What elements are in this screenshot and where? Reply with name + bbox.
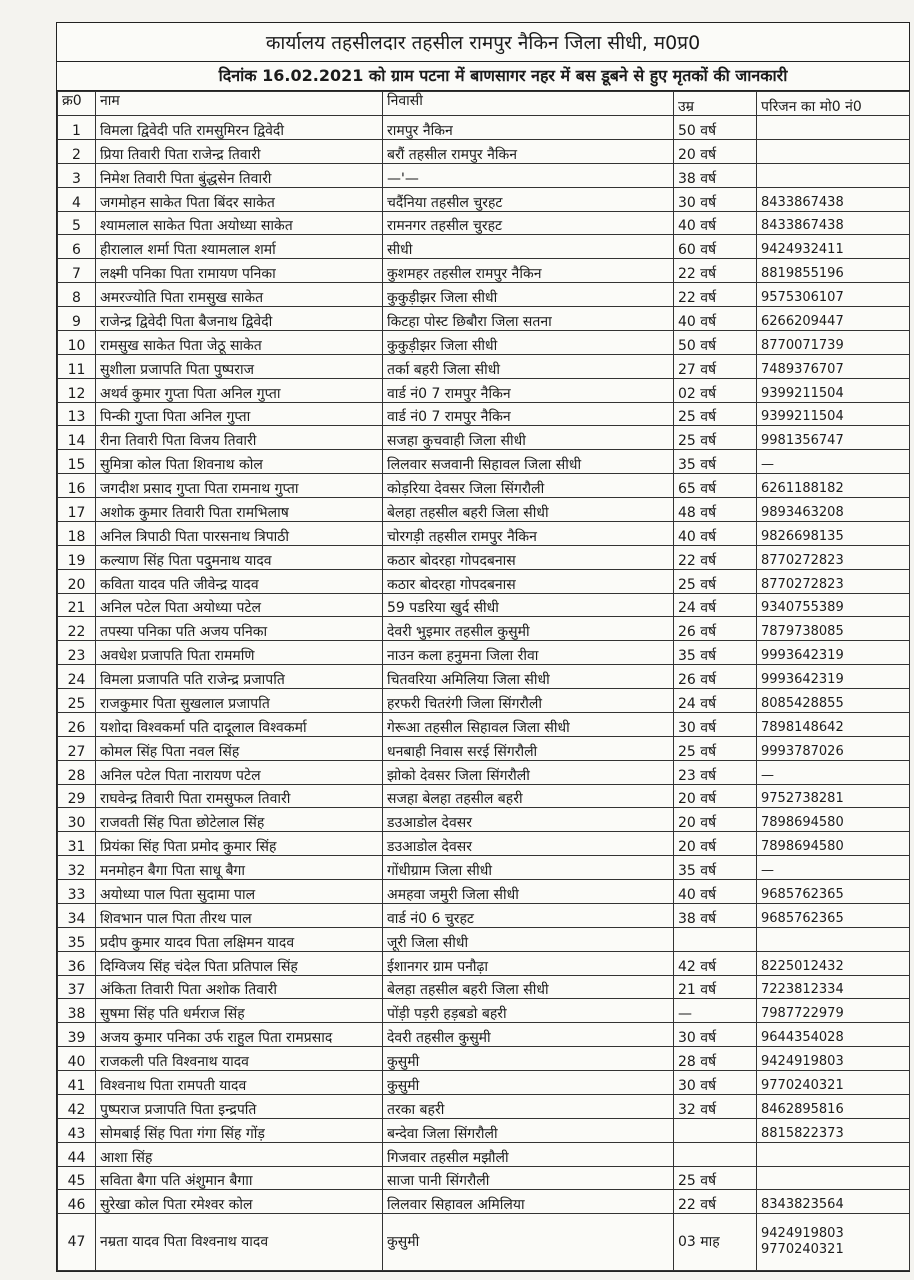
cell-age: 26 वर्ष: [674, 617, 757, 641]
cell-name: नम्रता यादव पिता विश्वनाथ यादव: [96, 1214, 383, 1271]
cell-address: देवरी तहसील कुसुमी: [383, 1023, 674, 1047]
cell-address: कठार बोदरहा गोपदबनास: [383, 545, 674, 569]
cell-name: अयोध्या पाल पिता सुदामा पाल: [96, 880, 383, 904]
cell-mobile: 7987722979: [757, 999, 910, 1023]
cell-age: 38 वर्ष: [674, 903, 757, 927]
cell-age: 22 वर्ष: [674, 545, 757, 569]
cell-age: 20 वर्ष: [674, 808, 757, 832]
cell-address: बन्देवा जिला सिंगरौली: [383, 1118, 674, 1142]
cell-name: श्यामलाल साकेत पिता अयोध्या साकेत: [96, 211, 383, 235]
cell-age: 20 वर्ष: [674, 832, 757, 856]
mobile-number: 9424919803: [761, 1226, 844, 1242]
cell-age: 20 वर्ष: [674, 784, 757, 808]
cell-mobile: 7898694580: [757, 808, 910, 832]
cell-mobile: —: [757, 856, 910, 880]
cell-serial: 25: [58, 689, 96, 713]
cell-name: सुरेखा कोल पिता रमेश्वर कोल: [96, 1190, 383, 1214]
cell-address: रामनगर तहसील चुरहट: [383, 211, 674, 235]
cell-mobile: [757, 927, 910, 951]
cell-address: रामपुर नैकिन: [383, 116, 674, 140]
cell-age: 42 वर्ष: [674, 951, 757, 975]
table-row: [58, 1214, 910, 1271]
cell-mobile: 9685762365: [757, 903, 910, 927]
cell-age: 30 वर्ष: [674, 1071, 757, 1095]
table-row: [58, 402, 910, 426]
cell-name: पिन्की गुप्ता पिता अनिल गुप्ता: [96, 402, 383, 426]
cell-age: 22 वर्ष: [674, 283, 757, 307]
cell-serial: 19: [58, 545, 96, 569]
cell-serial: 26: [58, 712, 96, 736]
cell-serial: 32: [58, 856, 96, 880]
cell-address: कोड़रिया देवसर जिला सिंगरौली: [383, 474, 674, 498]
cell-address: कुकुड़ीझर जिला सीधी: [383, 330, 674, 354]
table-row: [58, 450, 910, 474]
cell-name: अवधेश प्रजापति पिता राममणि: [96, 641, 383, 665]
table-body: [58, 116, 910, 1271]
table-row: [58, 1166, 910, 1190]
cell-mobile: 9993642319: [757, 641, 910, 665]
cell-mobile: 9981356747: [757, 426, 910, 450]
cell-serial: 40: [58, 1047, 96, 1071]
cell-age: 50 वर्ष: [674, 116, 757, 140]
cell-address: चदैंनिया तहसील चुरहट: [383, 187, 674, 211]
cell-address: सजहा कुचवाही जिला सीधी: [383, 426, 674, 450]
table-row: [58, 498, 910, 522]
cell-name: शिवभान पाल पिता तीरथ पाल: [96, 903, 383, 927]
cell-serial: 36: [58, 951, 96, 975]
cell-serial: 38: [58, 999, 96, 1023]
cell-age: 35 वर्ष: [674, 856, 757, 880]
table-row: [58, 927, 910, 951]
cell-name: सुशीला प्रजापति पिता पुष्पराज: [96, 354, 383, 378]
table-row: [58, 163, 910, 187]
cell-name: सुमित्रा कोल पिता शिवनाथ कोल: [96, 450, 383, 474]
cell-age: 22 वर्ष: [674, 1190, 757, 1214]
cell-serial: 41: [58, 1071, 96, 1095]
cell-serial: 9: [58, 307, 96, 331]
table-row: [58, 211, 910, 235]
cell-name: कोमल सिंह पिता नवल सिंह: [96, 736, 383, 760]
cell-mobile: 9399211504: [757, 378, 910, 402]
cell-name: हीरालाल शर्मा पिता श्यामलाल शर्मा: [96, 235, 383, 259]
cell-mobile: 9424932411: [757, 235, 910, 259]
cell-serial: 42: [58, 1094, 96, 1118]
cell-serial: 21: [58, 593, 96, 617]
cell-mobile: 8815822373: [757, 1118, 910, 1142]
cell-serial: 33: [58, 880, 96, 904]
report-subtitle: दिनांक 16.02.2021 को ग्राम पटना में बाणसागर नहर में बस डूबने से हुए मृतकों की जानकारी: [57, 61, 909, 91]
cell-mobile: 7223812334: [757, 975, 910, 999]
cell-mobile: 8819855196: [757, 259, 910, 283]
table-row: [58, 1023, 910, 1047]
cell-address: गिजवार तहसील मझौली: [383, 1142, 674, 1166]
table-row: [58, 1142, 910, 1166]
cell-address: 59 पडरिया खुर्द सीधी: [383, 593, 674, 617]
cell-address: हरफरी चितरंगी जिला सिंगरौली: [383, 689, 674, 713]
table-row: [58, 689, 910, 713]
cell-name: अंकिता तिवारी पिता अशोक तिवारी: [96, 975, 383, 999]
table-row: [58, 1190, 910, 1214]
table-row: [58, 880, 910, 904]
cell-serial: 28: [58, 760, 96, 784]
cell-age: 22 वर्ष: [674, 259, 757, 283]
cell-serial: 15: [58, 450, 96, 474]
cell-serial: 45: [58, 1166, 96, 1190]
cell-serial: 7: [58, 259, 96, 283]
cell-mobile: 9685762365: [757, 880, 910, 904]
cell-mobile: 9575306107: [757, 283, 910, 307]
cell-name: अशोक कुमार तिवारी पिता रामभिलाष: [96, 498, 383, 522]
table-row: [58, 1094, 910, 1118]
cell-age: 23 वर्ष: [674, 760, 757, 784]
cell-age: 20 वर्ष: [674, 139, 757, 163]
cell-age: 03 माह: [674, 1214, 757, 1271]
cell-name: राघवेन्द्र तिवारी पिता रामसुफल तिवारी: [96, 784, 383, 808]
table-row: [58, 593, 910, 617]
cell-age: 35 वर्ष: [674, 641, 757, 665]
mobile-number-2: 9770240321: [761, 1242, 844, 1258]
cell-address: सजहा बेलहा तहसील बहरी: [383, 784, 674, 808]
cell-address: बरौं तहसील रामपुर नैकिन: [383, 139, 674, 163]
cell-address: लिलवार सिहावल अमिलिया: [383, 1190, 674, 1214]
cell-age: 30 वर्ष: [674, 187, 757, 211]
cell-mobile: [757, 163, 910, 187]
cell-age: 32 वर्ष: [674, 1094, 757, 1118]
cell-address: सीधी: [383, 235, 674, 259]
header-address: निवासी: [383, 92, 674, 116]
table-row: [58, 545, 910, 569]
cell-name: अथर्व कुमार गुप्ता पिता अनिल गुप्ता: [96, 378, 383, 402]
cell-mobile: 9752738281: [757, 784, 910, 808]
cell-address: कुकुड़ीझर जिला सीधी: [383, 283, 674, 307]
cell-address: तर्का बहरी जिला सीधी: [383, 354, 674, 378]
table-row: [58, 975, 910, 999]
cell-serial: 10: [58, 330, 96, 354]
cell-name: पुष्पराज प्रजापति पिता इन्द्रपति: [96, 1094, 383, 1118]
cell-serial: 17: [58, 498, 96, 522]
cell-serial: 46: [58, 1190, 96, 1214]
cell-mobile: 7898694580: [757, 832, 910, 856]
table-row: [58, 903, 910, 927]
cell-mobile: 9399211504: [757, 402, 910, 426]
cell-serial: 18: [58, 521, 96, 545]
cell-age: 35 वर्ष: [674, 450, 757, 474]
cell-mobile: 8770272823: [757, 545, 910, 569]
cell-mobile: —: [757, 450, 910, 474]
cell-name: मनमोहन बैगा पिता साधू बैगा: [96, 856, 383, 880]
table-row: [58, 1047, 910, 1071]
cell-mobile: 9770240321: [757, 1071, 910, 1095]
cell-address: गोंधीग्राम जिला सीधी: [383, 856, 674, 880]
cell-name: तपस्या पनिका पति अजय पनिका: [96, 617, 383, 641]
cell-name: अमरज्योति पिता रामसुख साकेत: [96, 283, 383, 307]
cell-age: 60 वर्ष: [674, 235, 757, 259]
cell-serial: 24: [58, 665, 96, 689]
cell-address: कुशमहर तहसील रामपुर नैकिन: [383, 259, 674, 283]
header-mobile: परिजन का मो0 नं0: [757, 92, 910, 116]
table-row: [58, 354, 910, 378]
cell-age: 28 वर्ष: [674, 1047, 757, 1071]
cell-address: नाउन कला हनुमना जिला रीवा: [383, 641, 674, 665]
cell-address: तरका बहरी: [383, 1094, 674, 1118]
cell-name: अजय कुमार पनिका उर्फ राहुल पिता रामप्रसाद: [96, 1023, 383, 1047]
cell-mobile: 8343823564: [757, 1190, 910, 1214]
cell-age: 40 वर्ष: [674, 521, 757, 545]
cell-name: राजेन्द्र द्विवेदी पिता बैजनाथ द्विवेदी: [96, 307, 383, 331]
cell-serial: 5: [58, 211, 96, 235]
cell-serial: 2: [58, 139, 96, 163]
cell-age: 40 वर्ष: [674, 211, 757, 235]
cell-mobile: 9826698135: [757, 521, 910, 545]
cell-name: दिग्विजय सिंह चंदेल पिता प्रतिपाल सिंह: [96, 951, 383, 975]
cell-age: 25 वर्ष: [674, 736, 757, 760]
table-row: [58, 1118, 910, 1142]
cell-age: —: [674, 999, 757, 1023]
cell-address: वार्ड नं0 7 रामपुर नैकिन: [383, 402, 674, 426]
cell-address: बेलहा तहसील बहरी जिला सीधी: [383, 498, 674, 522]
table-row: [58, 999, 910, 1023]
cell-mobile: 8433867438: [757, 187, 910, 211]
cell-serial: 34: [58, 903, 96, 927]
cell-name: प्रदीप कुमार यादव पिता लक्षिमन यादव: [96, 927, 383, 951]
cell-age: 48 वर्ष: [674, 498, 757, 522]
cell-mobile: 6266209447: [757, 307, 910, 331]
cell-serial: 35: [58, 927, 96, 951]
cell-serial: 8: [58, 283, 96, 307]
cell-serial: 22: [58, 617, 96, 641]
table-row: [58, 641, 910, 665]
cell-age: 30 वर्ष: [674, 1023, 757, 1047]
cell-age: 30 वर्ष: [674, 712, 757, 736]
table-row: [58, 736, 910, 760]
cell-age: 25 वर्ष: [674, 1166, 757, 1190]
cell-serial: 47: [58, 1214, 96, 1271]
cell-mobile: 7898148642: [757, 712, 910, 736]
table-row: [58, 569, 910, 593]
cell-mobile: [757, 1166, 910, 1190]
cell-serial: 27: [58, 736, 96, 760]
table-header-row: [58, 92, 910, 116]
cell-address: डउआडोल देवसर: [383, 808, 674, 832]
cell-mobile: 8433867438: [757, 211, 910, 235]
table-row: [58, 760, 910, 784]
cell-name: अनिल पटेल पिता अयोध्या पटेल: [96, 593, 383, 617]
table-row: [58, 665, 910, 689]
office-title: कार्यालय तहसीलदार तहसील रामपुर नैकिन जिला सीधी, म0प्र0: [57, 23, 909, 62]
cell-age: [674, 927, 757, 951]
cell-name: यशोदा विश्वकर्मा पति दादूलाल विश्वकर्मा: [96, 712, 383, 736]
table-row: [58, 283, 910, 307]
cell-mobile: 8085428855: [757, 689, 910, 713]
cell-address: लिलवार सजवानी सिहावल जिला सीधी: [383, 450, 674, 474]
cell-serial: 4: [58, 187, 96, 211]
table-row: [58, 1071, 910, 1095]
cell-mobile: 6261188182: [757, 474, 910, 498]
table-row: [58, 187, 910, 211]
cell-address: वार्ड नं0 6 चुरहट: [383, 903, 674, 927]
table-row: [58, 951, 910, 975]
header-name: नाम: [96, 92, 383, 116]
cell-age: [674, 1118, 757, 1142]
cell-address: डउआडोल देवसर: [383, 832, 674, 856]
table-row: [58, 378, 910, 402]
cell-name: कविता यादव पति जीवेन्द्र यादव: [96, 569, 383, 593]
cell-mobile: 8770071739: [757, 330, 910, 354]
cell-mobile: 7879738085: [757, 617, 910, 641]
cell-age: 21 वर्ष: [674, 975, 757, 999]
cell-name: प्रियंका सिंह पिता प्रमोद कुमार सिंह: [96, 832, 383, 856]
cell-address: कठार बोदरहा गोपदबनास: [383, 569, 674, 593]
cell-name: अनिल त्रिपाठी पिता पारसनाथ त्रिपाठी: [96, 521, 383, 545]
cell-serial: 20: [58, 569, 96, 593]
cell-serial: 37: [58, 975, 96, 999]
cell-name: विश्वनाथ पिता रामपती यादव: [96, 1071, 383, 1095]
cell-age: 40 वर्ष: [674, 307, 757, 331]
cell-mobile: 9424919803: [757, 1047, 910, 1071]
cell-age: 25 वर्ष: [674, 426, 757, 450]
table-row: [58, 259, 910, 283]
table-row: [58, 330, 910, 354]
cell-serial: 16: [58, 474, 96, 498]
cell-address: किटहा पोस्ट छिबौरा जिला सतना: [383, 307, 674, 331]
cell-age: 40 वर्ष: [674, 880, 757, 904]
cell-serial: 30: [58, 808, 96, 832]
cell-age: 25 वर्ष: [674, 402, 757, 426]
cell-name: राजकुमार पिता सुखलाल प्रजापति: [96, 689, 383, 713]
cell-address: चितवरिया अमिलिया जिला सीधी: [383, 665, 674, 689]
cell-address: साजा पानी सिंगरौली: [383, 1166, 674, 1190]
cell-age: 02 वर्ष: [674, 378, 757, 402]
cell-address: बेलहा तहसील बहरी जिला सीधी: [383, 975, 674, 999]
cell-name: अनिल पटेल पिता नारायण पटेल: [96, 760, 383, 784]
cell-serial: 23: [58, 641, 96, 665]
cell-mobile: —: [757, 760, 910, 784]
cell-mobile: [757, 1142, 910, 1166]
cell-address: कुसुमी: [383, 1047, 674, 1071]
document-sheet: [56, 22, 910, 1272]
cell-name: विमला प्रजापति पति राजेन्द्र प्रजापति: [96, 665, 383, 689]
cell-serial: 39: [58, 1023, 96, 1047]
table-row: [58, 139, 910, 163]
cell-name: कल्याण सिंह पिता पदुमनाथ यादव: [96, 545, 383, 569]
table-row: [58, 784, 910, 808]
table-row: [58, 235, 910, 259]
header-sn: क्र0: [58, 92, 96, 116]
cell-age: 26 वर्ष: [674, 665, 757, 689]
cell-mobile: 9340755389: [757, 593, 910, 617]
victims-table: [57, 91, 910, 1271]
cell-age: 24 वर्ष: [674, 593, 757, 617]
cell-mobile: 9993642319: [757, 665, 910, 689]
cell-address: गेरूआ तहसील सिहावल जिला सीधी: [383, 712, 674, 736]
cell-name: विमला द्विवेदी पति रामसुमिरन द्विवेदी: [96, 116, 383, 140]
cell-serial: 3: [58, 163, 96, 187]
cell-address: वार्ड नं0 7 रामपुर नैकिन: [383, 378, 674, 402]
cell-mobile: 8770272823: [757, 569, 910, 593]
cell-serial: 29: [58, 784, 96, 808]
cell-address: —'—: [383, 163, 674, 187]
cell-mobile: 9644354028: [757, 1023, 910, 1047]
cell-name: लक्ष्मी पनिका पिता रामायण पनिका: [96, 259, 383, 283]
cell-name: सविता बैगा पति अंशुमान बैगाा: [96, 1166, 383, 1190]
cell-serial: 1: [58, 116, 96, 140]
cell-name: राजकली पति विश्वनाथ यादव: [96, 1047, 383, 1071]
cell-address: अमहवा जमुरी जिला सीधी: [383, 880, 674, 904]
cell-serial: 43: [58, 1118, 96, 1142]
cell-address: कुसुमी: [383, 1214, 674, 1271]
header-age: उम्र: [674, 92, 757, 116]
cell-serial: 6: [58, 235, 96, 259]
table-row: [58, 116, 910, 140]
cell-address: पोंड़ी पड़री हड़बडो बहरी: [383, 999, 674, 1023]
cell-mobile: 8462895816: [757, 1094, 910, 1118]
cell-mobile: 8225012432: [757, 951, 910, 975]
table-row: [58, 712, 910, 736]
cell-mobile: [757, 1214, 910, 1271]
cell-address: ईशानगर ग्राम पनौढ़ा: [383, 951, 674, 975]
cell-name: आशा सिंह: [96, 1142, 383, 1166]
cell-name: सुषमा सिंह पति धर्मराज सिंह: [96, 999, 383, 1023]
cell-name: सोमबाई सिंह पिता गंगा सिंह गोंड़: [96, 1118, 383, 1142]
cell-serial: 31: [58, 832, 96, 856]
cell-address: जूरी जिला सीधी: [383, 927, 674, 951]
cell-name: प्रिया तिवारी पिता राजेन्द्र तिवारी: [96, 139, 383, 163]
cell-age: 38 वर्ष: [674, 163, 757, 187]
cell-mobile: [757, 139, 910, 163]
cell-address: कुसुमी: [383, 1071, 674, 1095]
cell-mobile: 7489376707: [757, 354, 910, 378]
cell-address: चोरगड़ी तहसील रामपुर नैकिन: [383, 521, 674, 545]
cell-serial: 14: [58, 426, 96, 450]
cell-serial: 44: [58, 1142, 96, 1166]
cell-age: 50 वर्ष: [674, 330, 757, 354]
cell-name: जगमोहन साकेत पिता बिंदर साकेत: [96, 187, 383, 211]
cell-name: राजवती सिंह पिता छोटेलाल सिंह: [96, 808, 383, 832]
table-row: [58, 856, 910, 880]
table-row: [58, 832, 910, 856]
cell-address: धनबाही निवास सरई सिंगरौली: [383, 736, 674, 760]
cell-name: जगदीश प्रसाद गुप्ता पिता रामनाथ गुप्ता: [96, 474, 383, 498]
cell-name: रामसुख साकेत पिता जेठू साकेत: [96, 330, 383, 354]
cell-serial: 12: [58, 378, 96, 402]
cell-address: झोको देवसर जिला सिंगरौली: [383, 760, 674, 784]
table-row: [58, 521, 910, 545]
cell-serial: 13: [58, 402, 96, 426]
cell-age: 27 वर्ष: [674, 354, 757, 378]
cell-age: 65 वर्ष: [674, 474, 757, 498]
table-row: [58, 617, 910, 641]
cell-address: देवरी भुइमार तहसील कुसुमी: [383, 617, 674, 641]
cell-age: 24 वर्ष: [674, 689, 757, 713]
cell-name: निमेश तिवारी पिता बुंद्धसेन तिवारी: [96, 163, 383, 187]
cell-serial: 11: [58, 354, 96, 378]
table-row: [58, 426, 910, 450]
cell-mobile: [757, 116, 910, 140]
cell-mobile: 9993787026: [757, 736, 910, 760]
table-row: [58, 474, 910, 498]
cell-name: रीना तिवारी पिता विजय तिवारी: [96, 426, 383, 450]
cell-age: [674, 1142, 757, 1166]
table-row: [58, 307, 910, 331]
cell-age: 25 वर्ष: [674, 569, 757, 593]
cell-mobile: 9893463208: [757, 498, 910, 522]
table-row: [58, 808, 910, 832]
